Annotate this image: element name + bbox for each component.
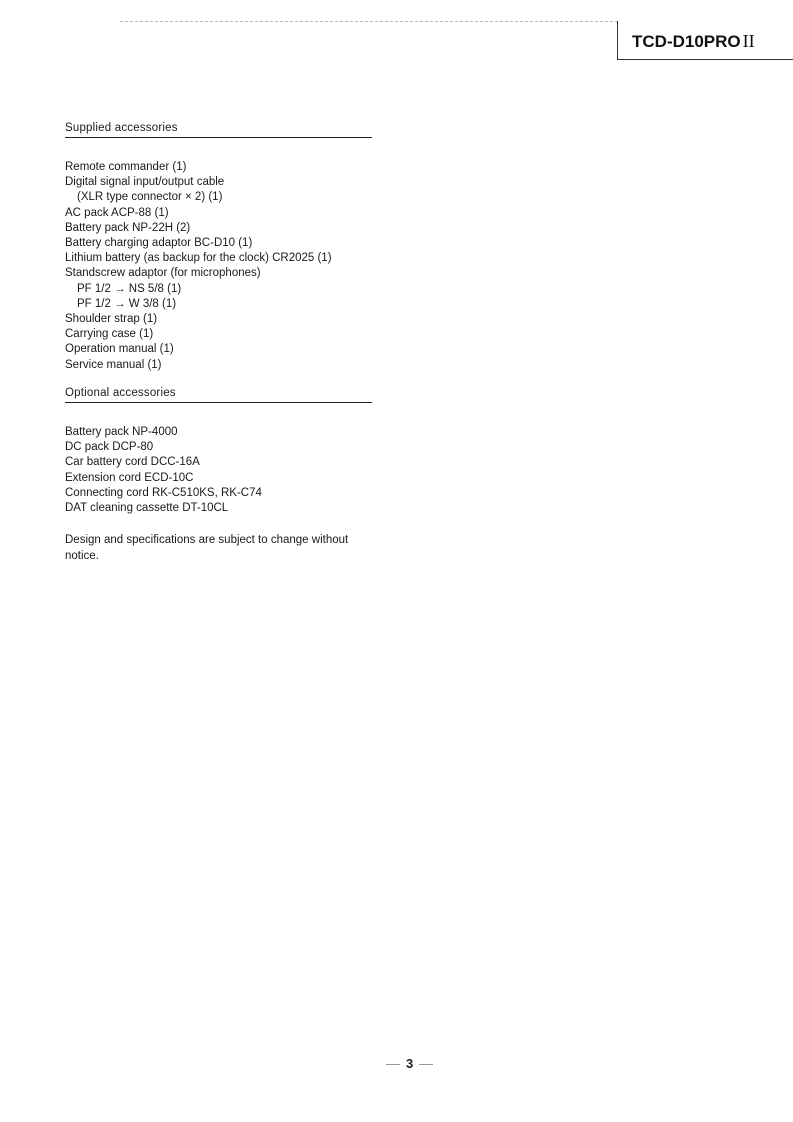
list-item: Remote commander (1) <box>65 161 187 173</box>
model-header <box>617 21 793 60</box>
optional-section <box>65 387 372 403</box>
list-item: PF 1/2 → NS 5/8 (1) <box>77 282 182 295</box>
model-title <box>632 31 755 52</box>
list-item: Shoulder strap (1) <box>65 313 158 326</box>
list-item: Battery pack NP-4000 <box>65 426 178 438</box>
supplied-heading: Supplied accessories <box>65 122 372 138</box>
model-suffix: II <box>742 31 755 51</box>
list-item: Service manual (1) <box>65 358 162 371</box>
list-item: Car battery cord DCC-16A <box>65 456 200 469</box>
list-item: Carrying case (1) <box>65 328 154 341</box>
list-item: AC pack ACP-88 (1) <box>65 206 169 219</box>
list-item: Extension cord ECD-10C <box>65 471 194 484</box>
list-item: DC pack DCP-80 <box>65 441 154 454</box>
supplied-section <box>65 122 372 138</box>
model-name: TCD-D10PRO <box>632 32 741 51</box>
page-number: 3 <box>380 1056 439 1071</box>
list-item: Digital signal input/output cable <box>65 176 225 189</box>
list-item: Lithium battery (as backup for the clock) CR2025 (1) <box>65 252 332 265</box>
list-item: Operation manual (1) <box>65 343 174 356</box>
list-item: Standscrew adaptor (for microphones) <box>65 267 261 280</box>
change-notice: Design and specifications are subject to change without notice. <box>65 534 349 562</box>
supplied-list <box>65 160 332 373</box>
optional-list <box>65 425 262 516</box>
list-item: Battery pack NP-22H (2) <box>65 221 191 234</box>
list-item: Battery charging adaptor BC-D10 (1) <box>65 237 253 250</box>
list-item: (XLR type connector × 2) (1) <box>77 191 223 204</box>
list-item: PF 1/2 → W 3/8 (1) <box>77 297 177 310</box>
header-rule <box>120 21 618 22</box>
list-item: Connecting cord RK-C510KS, RK-C74 <box>65 486 262 499</box>
optional-heading: Optional accessories <box>65 387 372 403</box>
list-item: DAT cleaning cassette DT-10CL <box>65 502 229 515</box>
